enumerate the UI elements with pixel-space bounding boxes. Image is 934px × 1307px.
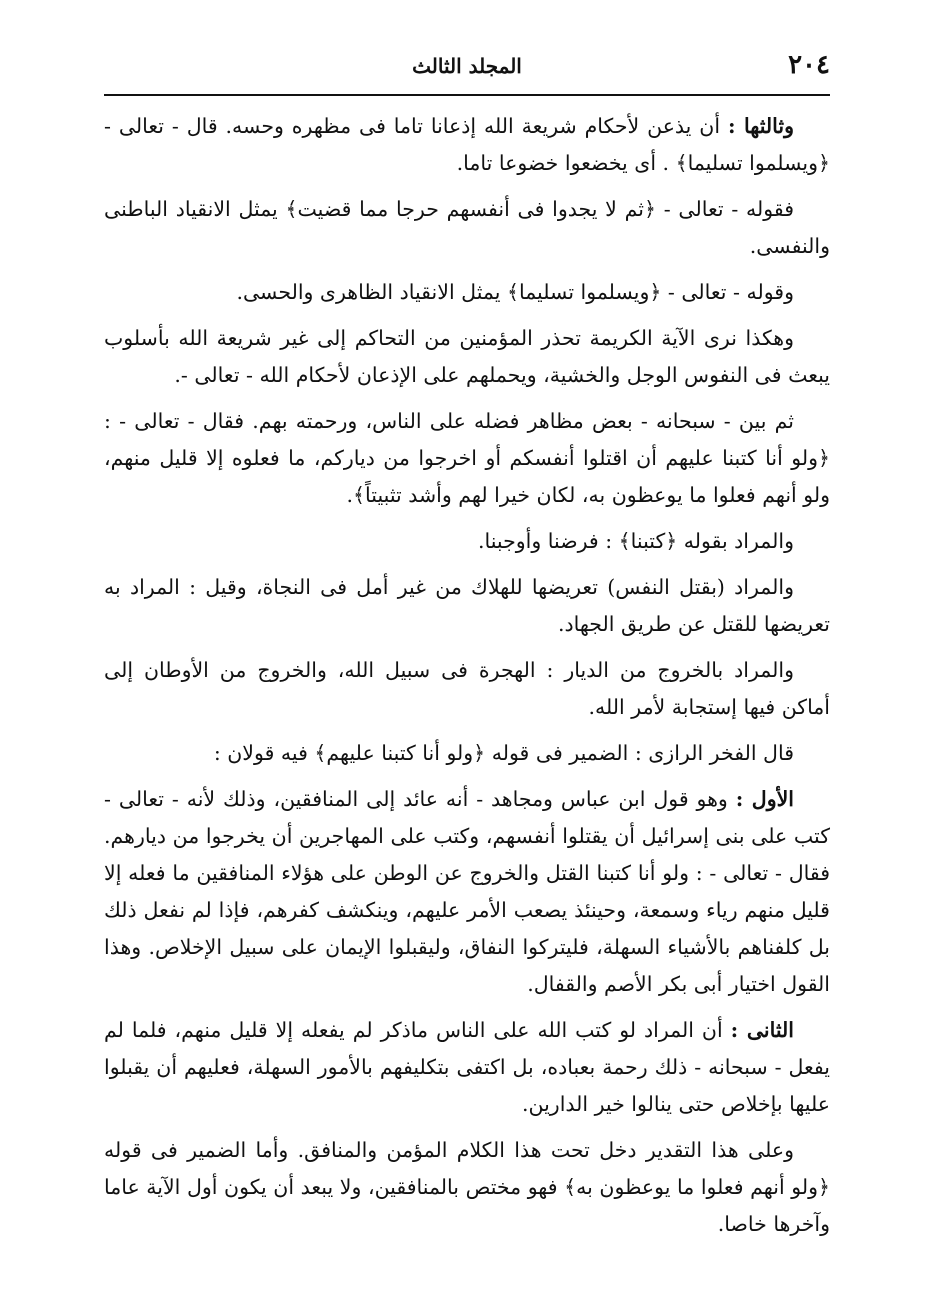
paragraph — [104, 523, 830, 560]
paragraph — [104, 735, 830, 772]
paragraph — [104, 652, 830, 726]
paragraph-text: أن يذعن لأحكام شريعة الله إذعانا تاما فى مظهره وحسه. قال - تعالى - ﴿ويسلموا تسليما﴾ . أى يخضعوا خضوعا تاما. — [104, 114, 830, 175]
paragraph-text: وعلى هذا التقدير دخل تحت هذا الكلام المؤمن والمنافق. وأما الضمير فى قوله ﴿ولو أنهم فعلوا ما يوعظون به﴾ فهو مختص بالمنافقين، ولا يبعد أن يكون أول الآية عاما وآخرها خاصا. — [104, 1138, 830, 1236]
paragraph — [104, 191, 830, 265]
page-header — [104, 44, 830, 96]
paragraph — [104, 569, 830, 643]
paragraph — [104, 781, 830, 1003]
paragraph — [104, 274, 830, 311]
paragraph-text: والمراد بالخروج من الديار : الهجرة فى سبيل الله، والخروج من الأوطان إلى أماكن فيها إستجابة لأمر الله. — [104, 658, 830, 719]
paragraph-text: وهكذا نرى الآية الكريمة تحذر المؤمنين من التحاكم إلى غير شريعة الله بأسلوب يبعث فى النفوس الوجل والخشية، ويحملهم على الإذعان لأحكام الله - تعالى -. — [104, 326, 830, 387]
body-text — [104, 108, 830, 1252]
paragraph-text: والمراد (بقتل النفس) تعريضها للهلاك من غير أمل فى النجاة، وقيل : المراد به تعريضها للقتل عن طريق الجهاد. — [104, 575, 830, 636]
paragraph — [104, 108, 830, 182]
running-title: المجلد الثالث — [412, 54, 522, 78]
paragraph-text: وهو قول ابن عباس ومجاهد - أنه عائد إلى المنافقين، وذلك لأنه - تعالى - كتب على بنى إسرائيل أن يقتلوا أنفسهم، وكتب على المهاجرين أن يخرجوا من ديارهم. فقال - تعالى - : ولو أنا كتبنا القتل والخروج عن الوطن على هؤلاء المنافقين ما فعله إلا قليل منهم رياء وسمعة، وحينئذ يصعب الأمر عليهم، وينكشف كفرهم، فإذا لم نفعل ذلك بل كلفناهم بالأشياء السهلة، فليتركوا النفاق، وليقبلوا الإيمان على سبيل الإخلاص. وهذا القول اختيار أبى بكر الأصم والقفال. — [104, 787, 830, 996]
paragraph-lead: الأول : — [735, 787, 794, 811]
paragraph-text: أن المراد لو كتب الله على الناس ماذكر لم يفعله إلا قليل منهم، فلما لم يفعل - سبحانه - ذلك رحمة بعباده، بل اكتفى بتكليفهم بالأمور السهلة، فعليهم أن يقبلوا عليها بإخلاص حتى ينالوا خير الدارين. — [104, 1018, 830, 1116]
paragraph-text: ثم بين - سبحانه - بعض مظاهر فضله على الناس، ورحمته بهم. فقال - تعالى - : ﴿ولو أنا كتبنا عليهم أن اقتلوا أنفسكم أو اخرجوا من دياركم، ما فعلوه إلا قليل منهم، ولو أنهم فعلوا ما يوعظون به، لكان خيرا لهم وأشد تثبيتاً﴾. — [104, 409, 830, 507]
paragraph — [104, 1132, 830, 1243]
paragraph — [104, 403, 830, 514]
paragraph-text: وقوله - تعالى - ﴿ويسلموا تسليما﴾ يمثل الانقياد الظاهرى والحسى. — [236, 280, 794, 304]
paragraph-text: فقوله - تعالى - ﴿ثم لا يجدوا فى أنفسهم حرجا مما قضيت﴾ يمثل الانقياد الباطنى والنفسى. — [104, 197, 830, 258]
paragraph-lead: الثانى : — [730, 1018, 795, 1042]
paragraph-lead: وثالثها : — [727, 114, 794, 138]
paragraph-text: والمراد بقوله ﴿كتبنا﴾ : فرضنا وأوجبنا. — [477, 529, 794, 553]
paragraph-text: قال الفخر الرازى : الضمير فى قوله ﴿ولو أنا كتبنا عليهم﴾ فيه قولان : — [213, 741, 794, 765]
page-number: ٢٠٤ — [788, 50, 830, 80]
paragraph — [104, 320, 830, 394]
paragraph — [104, 1012, 830, 1123]
